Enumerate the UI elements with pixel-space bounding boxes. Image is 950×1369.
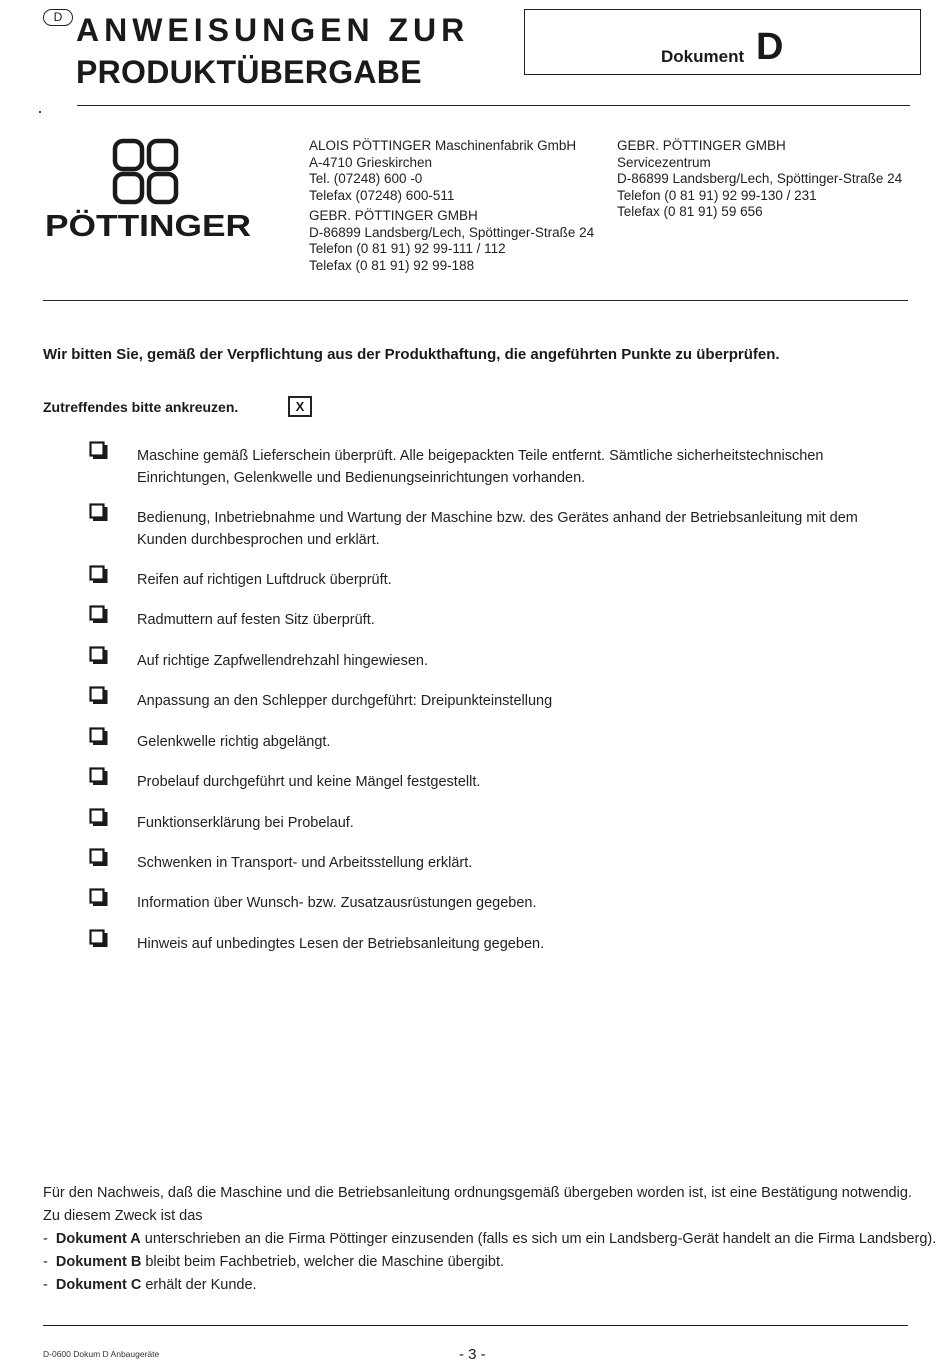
sample-checkbox-marked: X — [288, 396, 312, 417]
page-title-line2: PRODUKTÜBERGABE — [76, 54, 422, 90]
poettinger-logo-icon — [44, 138, 252, 238]
checklist-item-text: Gelenkwelle richtig abgelängt. — [137, 734, 331, 750]
checkbox[interactable] — [89, 767, 108, 786]
checkbox-icon — [89, 441, 108, 460]
checklist-item-text: Bedienung, Inbetriebnahme und Wartung der Maschine bzw. des Gerätes anhand der Betriebsanleitung mit dem Kunden durchbesprochen und erklärt. — [137, 510, 858, 548]
checkbox[interactable] — [89, 565, 108, 584]
address-line: ALOIS PÖTTINGER Maschinenfabrik GmbH — [309, 138, 577, 153]
address-line: Tel. (07248) 600 -0 — [309, 171, 423, 186]
document-code: D-0600 Dokum D Anbaugeräte — [43, 1349, 160, 1359]
footer-bullet: - Dokument C erhält der Kunde. — [43, 1277, 257, 1293]
checkbox-icon — [89, 646, 108, 665]
checklist-item-text: Auf richtige Zapfwellendrehzahl hingewiesen. — [137, 653, 428, 669]
checklist-item-text: Anpassung an den Schlepper durchgeführt: Dreipunkteinstellung — [137, 693, 553, 709]
checkbox[interactable] — [89, 848, 108, 867]
checkbox[interactable] — [89, 808, 108, 827]
document-label: Dokument — [661, 47, 745, 66]
document-id-box — [524, 9, 921, 75]
checkbox-icon — [89, 503, 108, 522]
checkbox-icon — [89, 565, 108, 584]
checklist-item-text: Radmuttern auf festen Sitz überprüft. — [137, 612, 375, 628]
checkbox[interactable] — [89, 605, 108, 624]
document-letter: D — [756, 26, 784, 68]
checklist-item-text: Information über Wunsch- bzw. Zusatzausrüstungen gegeben. — [137, 895, 537, 911]
checkbox[interactable] — [89, 888, 108, 907]
checklist-item-text: Maschine gemäß Lieferschein überprüft. Alle beigepackten Teile entfernt. Sämtliche sicherheitstechnischen Einrichtungen, Gelenkwelle und Bedienungseinrichtungen vorhanden. — [137, 448, 824, 486]
checkbox-icon — [89, 848, 108, 867]
checklist-item-text: Probelauf durchgeführt und keine Mängel festgestellt. — [137, 774, 481, 790]
checkbox-icon — [89, 686, 108, 705]
intro-text: Wir bitten Sie, gemäß der Verpflichtung aus der Produkthaftung, die angeführten Punkte zu überprüfen. — [43, 346, 780, 363]
checklist-item-text: Reifen auf richtigen Luftdruck überprüft. — [137, 572, 392, 588]
address-line: Telefon (0 81 91) 92 99-111 / 112 — [309, 241, 506, 256]
address-line: Telefax (0 81 91) 92 99-188 — [309, 257, 475, 273]
checkbox[interactable] — [89, 646, 108, 665]
checkbox[interactable] — [89, 686, 108, 705]
address-divider — [43, 300, 908, 301]
checkbox-icon — [89, 929, 108, 948]
address-service — [617, 138, 902, 221]
address-line: Servicezentrum — [617, 154, 711, 170]
footer-paragraph: Zu diesem Zweck ist das — [43, 1208, 203, 1224]
address-landsberg — [309, 208, 594, 274]
address-hq — [309, 138, 576, 204]
checkbox[interactable] — [89, 727, 108, 746]
footer-paragraph: Für den Nachweis, daß die Maschine und die Betriebsanleitung ordnungsgemäß übergeben worden ist, ist eine Bestätigung notwendig. — [43, 1185, 912, 1201]
address-line: GEBR. PÖTTINGER GMBH — [309, 208, 478, 223]
stray-dot — [39, 111, 41, 113]
checklist-item-text: Funktionserklärung bei Probelauf. — [137, 815, 354, 831]
checkbox-icon — [89, 767, 108, 786]
address-line: Telefon (0 81 91) 92 99-130 / 231 — [617, 187, 817, 203]
footer-divider — [43, 1325, 908, 1326]
footer-bullet: - Dokument A unterschrieben an die Firma Pöttinger einzusenden (falls es sich um ein Landsberg-Gerät handelt an die Firma Landsberg). — [43, 1231, 937, 1247]
address-line: Telefax (07248) 600-511 — [309, 187, 455, 203]
checkbox-icon — [89, 808, 108, 827]
address-line: D-86899 Landsberg/Lech, Spöttinger-Straße 24 — [309, 224, 595, 240]
address-line: D-86899 Landsberg/Lech, Spöttinger-Straße 24 — [617, 171, 903, 186]
checklist-item-text: Schwenken in Transport- und Arbeitsstellung erklärt. — [137, 855, 473, 871]
page-title-line1: ANWEISUNGEN ZUR — [76, 12, 470, 48]
address-line: A-4710 Grieskirchen — [309, 154, 433, 170]
address-line: Telefax (0 81 91) 59 656 — [617, 204, 763, 219]
logo-wordmark: PÖTTINGER — [45, 208, 251, 238]
footer-bullet: - Dokument B bleibt beim Fachbetrieb, welcher die Maschine übergibt. — [43, 1254, 505, 1270]
header-divider — [77, 105, 910, 106]
checklist-item-text: Hinweis auf unbedingtes Lesen der Betriebsanleitung gegeben. — [137, 936, 545, 952]
checkbox[interactable] — [89, 441, 108, 460]
checkbox-icon — [89, 727, 108, 746]
language-badge: D — [43, 9, 73, 26]
checkbox-icon — [89, 888, 108, 907]
checkbox[interactable] — [89, 503, 108, 522]
checkbox[interactable] — [89, 929, 108, 948]
checkbox-icon — [89, 605, 108, 624]
page-number: - 3 - — [459, 1346, 486, 1363]
mark-instruction: Zutreffendes bitte ankreuzen. — [43, 399, 239, 415]
address-line: GEBR. PÖTTINGER GMBH — [617, 138, 786, 153]
